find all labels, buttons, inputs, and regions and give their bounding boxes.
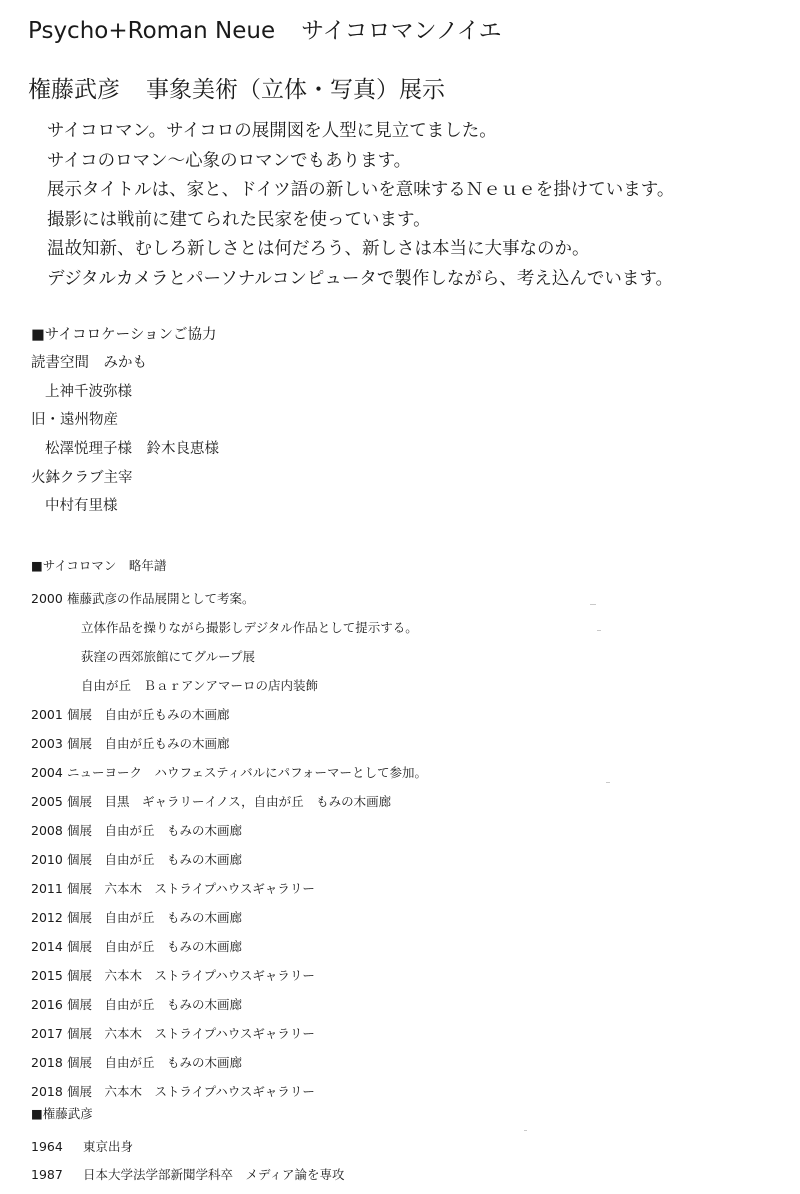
chronology-text: 個展 自由が丘 もみの木画廊 <box>67 823 243 838</box>
intro-line: 温故知新、むしろ新しさとは何だろう、新しさは本当に大事なのか。 <box>47 239 590 260</box>
chronology-year: 2014 <box>31 939 63 954</box>
cooperation-row: 火鉢クラブ主宰 <box>31 469 133 486</box>
chronology-text: 個展 自由が丘 もみの木画廊 <box>67 939 243 954</box>
biography-year: 1964 <box>31 1139 63 1154</box>
intro-line: サイコロマン。サイコロの展開図を人型に見立てました。 <box>47 121 497 141</box>
chronology-text: 個展 自由が丘もみの木画廊 <box>67 707 230 722</box>
chronology-text: 個展 六本木 ストライプハウスギャラリー <box>67 968 315 983</box>
chronology-row <box>31 1077 427 1106</box>
chronology-text: 荻窪の西郊旅館にてグループ展 <box>81 649 256 664</box>
chronology-text: 権藤武彦の作品展開として考案。 <box>67 591 255 606</box>
scan-speck <box>597 630 601 631</box>
intro-line: 撮影には戦前に建てられた民家を使っています。 <box>47 209 431 230</box>
scan-speck <box>606 782 610 783</box>
chronology-row <box>31 729 427 758</box>
chronology-row <box>31 700 427 729</box>
chronology-year: 2018 <box>31 1055 63 1070</box>
document-title <box>28 12 502 45</box>
intro-line: 展示タイトルは、家と、ドイツ語の新しいを意味するＮｅｕｅを掛けています。 <box>47 180 675 201</box>
biography-row <box>31 1133 345 1161</box>
chronology-row <box>31 903 427 932</box>
cooperation-row: 読書空間 みかも <box>31 355 147 371</box>
biography-text: 東京出身 <box>83 1139 134 1154</box>
biography-list <box>31 1133 345 1189</box>
chronology-year: 2005 <box>31 794 63 809</box>
chronology-row <box>31 584 427 613</box>
chronology-year: 2003 <box>31 736 63 751</box>
chronology-text: 自由が丘 Ｂａｒアンアマーロの店内装飾 <box>81 678 319 693</box>
chronology-row <box>31 613 427 642</box>
chronology-row <box>31 816 427 845</box>
chronology-year: 2010 <box>31 852 63 867</box>
cooperation-row: 中村有里様 <box>45 498 118 515</box>
title-kana: サイコロマンノイエ <box>301 18 502 44</box>
chronology-year: 2016 <box>31 997 63 1012</box>
chronology-text: 個展 六本木 ストライプハウスギャラリー <box>67 881 315 896</box>
chronology-year: 2001 <box>31 707 63 722</box>
chronology-row <box>31 787 427 816</box>
chronology-year: 2017 <box>31 1026 63 1041</box>
chronology-year: 2018 <box>31 1084 63 1099</box>
chronology-year: 2015 <box>31 968 63 983</box>
chronology-row <box>31 874 427 903</box>
chronology-text: 個展 自由が丘 もみの木画廊 <box>67 910 243 925</box>
exhibition-subtitle <box>28 71 445 104</box>
chronology-year: 2000 <box>31 591 63 606</box>
chronology-text: 個展 自由が丘 もみの木画廊 <box>67 1055 243 1070</box>
biography-year: 1987 <box>31 1167 63 1182</box>
chronology-row <box>31 758 427 787</box>
title-latin: Psycho+Roman Neue <box>28 18 276 44</box>
chronology-row <box>31 671 427 700</box>
biography-heading: ■権藤武彦 <box>31 1106 93 1121</box>
cooperation-list <box>31 349 219 521</box>
cooperation-row: 松澤悦理子様 鈴木良恵様 <box>45 441 219 458</box>
intro-line: サイコのロマン〜心象のロマンでもあります。 <box>47 150 412 171</box>
chronology-text: 個展 自由が丘もみの木画廊 <box>67 736 230 751</box>
chronology-text: 個展 自由が丘 もみの木画廊 <box>67 997 243 1012</box>
artist-name: 権藤武彦 <box>28 77 120 103</box>
chronology-year: 2004 <box>31 765 63 780</box>
scan-speck <box>590 604 596 605</box>
chronology-year: 2011 <box>31 881 63 896</box>
chronology-row <box>31 642 427 671</box>
chronology-year: 2008 <box>31 823 63 838</box>
chronology-text: 立体作品を操りながら撮影しデジタル作品として提示する。 <box>81 620 418 635</box>
chronology-list <box>31 584 427 1106</box>
exhibition-name: 事象美術（立体・写真）展示 <box>146 77 445 103</box>
cooperation-row: 旧・遠州物産 <box>31 412 118 429</box>
intro-line: デジタルカメラとパーソナルコンピュータで製作しながら、考え込んでいます。 <box>47 268 673 289</box>
chronology-text: 個展 目黒 ギャラリーイノス，自由が丘 もみの木画廊 <box>67 794 392 809</box>
chronology-text: 個展 六本木 ストライプハウスギャラリー <box>67 1026 315 1041</box>
chronology-row <box>31 961 427 990</box>
chronology-row <box>31 1048 427 1077</box>
biography-text: 日本大学法学部新聞学科卒 メディア論を専攻 <box>83 1167 345 1182</box>
chronology-row <box>31 932 427 961</box>
cooperation-heading: ■サイコロケーションご協力 <box>31 327 217 343</box>
chronology-row <box>31 1019 427 1048</box>
cooperation-row: 上神千波弥様 <box>45 383 132 400</box>
chronology-heading: ■サイコロマン 略年譜 <box>31 558 167 573</box>
scan-speck <box>524 1130 527 1131</box>
intro-paragraph <box>47 117 674 295</box>
chronology-year: 2012 <box>31 910 63 925</box>
chronology-text: 個展 自由が丘 もみの木画廊 <box>67 852 243 867</box>
chronology-row <box>31 845 427 874</box>
chronology-text: ニューヨーク ハウフェスティバルにパフォーマーとして参加。 <box>67 765 428 780</box>
chronology-text: 個展 六本木 ストライプハウスギャラリー <box>67 1084 315 1099</box>
biography-row <box>31 1161 345 1189</box>
chronology-row <box>31 990 427 1019</box>
